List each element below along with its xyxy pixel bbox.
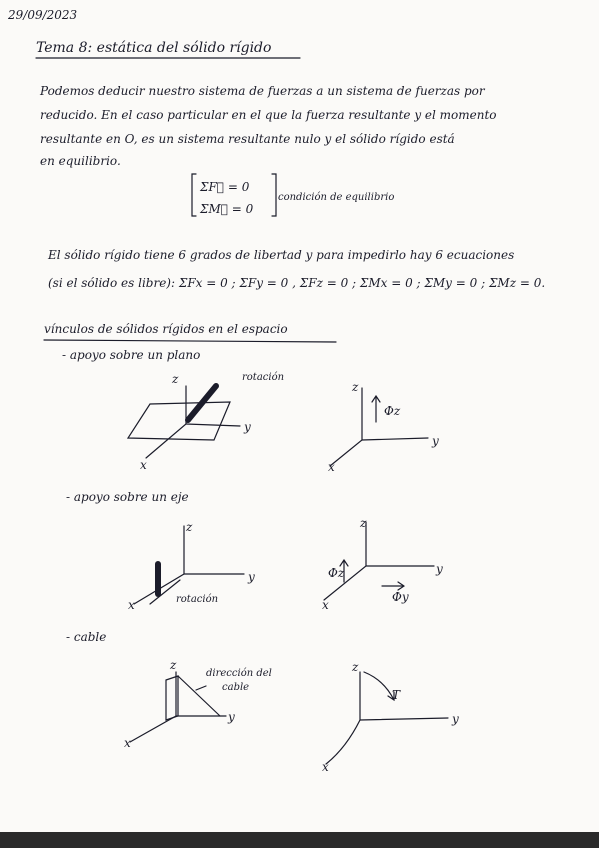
d4-reaction-y: Φy <box>392 590 409 604</box>
d2-axis-z: z <box>352 380 359 394</box>
section-underline <box>44 340 336 342</box>
plane-reaction-diagram <box>330 388 428 466</box>
d4-axis-x: x <box>322 598 329 612</box>
d6-axis-z: z <box>352 660 359 674</box>
d2-axes-zx <box>330 388 362 466</box>
d1-plane <box>128 402 230 440</box>
d3-axis-x: x <box>128 598 135 612</box>
intro-line-4: en equilibrio. <box>40 154 121 168</box>
date: 29/09/2023 <box>8 8 78 22</box>
d4-reaction-z: Φz <box>328 566 345 580</box>
d4-axis-z: z <box>360 516 367 530</box>
left-bracket <box>192 174 196 216</box>
d2-axis-y-line <box>362 438 428 440</box>
d6-reaction-label: T <box>392 688 401 702</box>
d6-axis-x: x <box>322 760 329 774</box>
d1-axis-y: y <box>244 420 251 434</box>
plane-support-diagram <box>128 386 240 458</box>
d2-reaction-arrow <box>372 396 380 422</box>
d3-axis-z: z <box>186 520 193 534</box>
freedom-line-1: El sólido rígido tiene 6 grados de libertad y para impedirlo hay 6 ecuaciones <box>48 248 515 262</box>
d1-rotation-note: rotación <box>242 372 285 383</box>
freedom-line-2: (si el sólido es libre): ΣFx = 0 ; ΣFy = 0 , ΣFz = 0 ; ΣMx = 0 ; ΣMy = 0 ; ΣMz = 0. <box>48 276 546 290</box>
d6-tension-arrow <box>364 672 394 700</box>
axis-reaction-diagram <box>324 522 434 600</box>
d2-reaction-label: Φz <box>384 404 401 418</box>
axis-support-diagram <box>134 526 244 604</box>
cable-reaction-diagram <box>326 672 448 764</box>
page-title: Tema 8: estática del sólido rígido <box>36 40 272 56</box>
d2-axis-x: x <box>328 460 335 474</box>
cable-diagram <box>130 672 226 742</box>
d1-axis-x: x <box>140 458 147 472</box>
d5-cable-note-2: cable <box>222 682 250 693</box>
d5-cable-note-1: dirección del <box>206 668 272 679</box>
d2-axis-y: y <box>432 434 439 448</box>
d1-axis-z: z <box>172 372 179 386</box>
d3-rotation-note: rotación <box>176 594 219 605</box>
d6-axes-zx <box>326 672 360 764</box>
d4-reaction-z-arrow <box>340 560 348 582</box>
d5-axis-y: y <box>228 710 235 724</box>
d6-axis-y-line <box>360 718 448 720</box>
d5-axis-z: z <box>170 658 177 672</box>
section-heading: vínculos de sólidos rígidos en el espacio <box>44 322 288 336</box>
sum-forces-eq: ΣF⃗ = 0 <box>200 180 250 194</box>
right-bracket <box>272 174 276 216</box>
item-label-plane: - apoyo sobre un plano <box>62 348 201 362</box>
intro-line-2: reducido. En el caso particular en el que la fuerza resultante y el momento <box>40 108 497 122</box>
equilibrium-label: condición de equilibrio <box>278 192 395 203</box>
d5-note-pointer <box>196 686 206 690</box>
d3-axis-y: y <box>248 570 255 584</box>
d4-reaction-y-arrow <box>382 582 404 590</box>
item-label-cable: - cable <box>66 630 107 644</box>
d5-cable-line <box>178 676 220 716</box>
d5-axes-zx <box>130 672 176 742</box>
intro-line-1: Podemos deducir nuestro sistema de fuerzas a un sistema de fuerzas por <box>40 84 485 98</box>
sum-moments-eq: ΣM⃗ = 0 <box>200 202 254 216</box>
bottom-edge <box>0 832 599 848</box>
d4-axis-y: y <box>436 562 443 576</box>
d1-axis-y-line <box>186 424 240 426</box>
d1-axes-zx <box>146 386 186 458</box>
d6-axis-y: y <box>452 712 459 726</box>
intro-line-3: resultante en O, es un sistema resultante nulo y el sólido rígido está <box>40 132 455 146</box>
item-label-axis: - apoyo sobre un eje <box>66 490 189 504</box>
d5-axis-x: x <box>124 736 131 750</box>
